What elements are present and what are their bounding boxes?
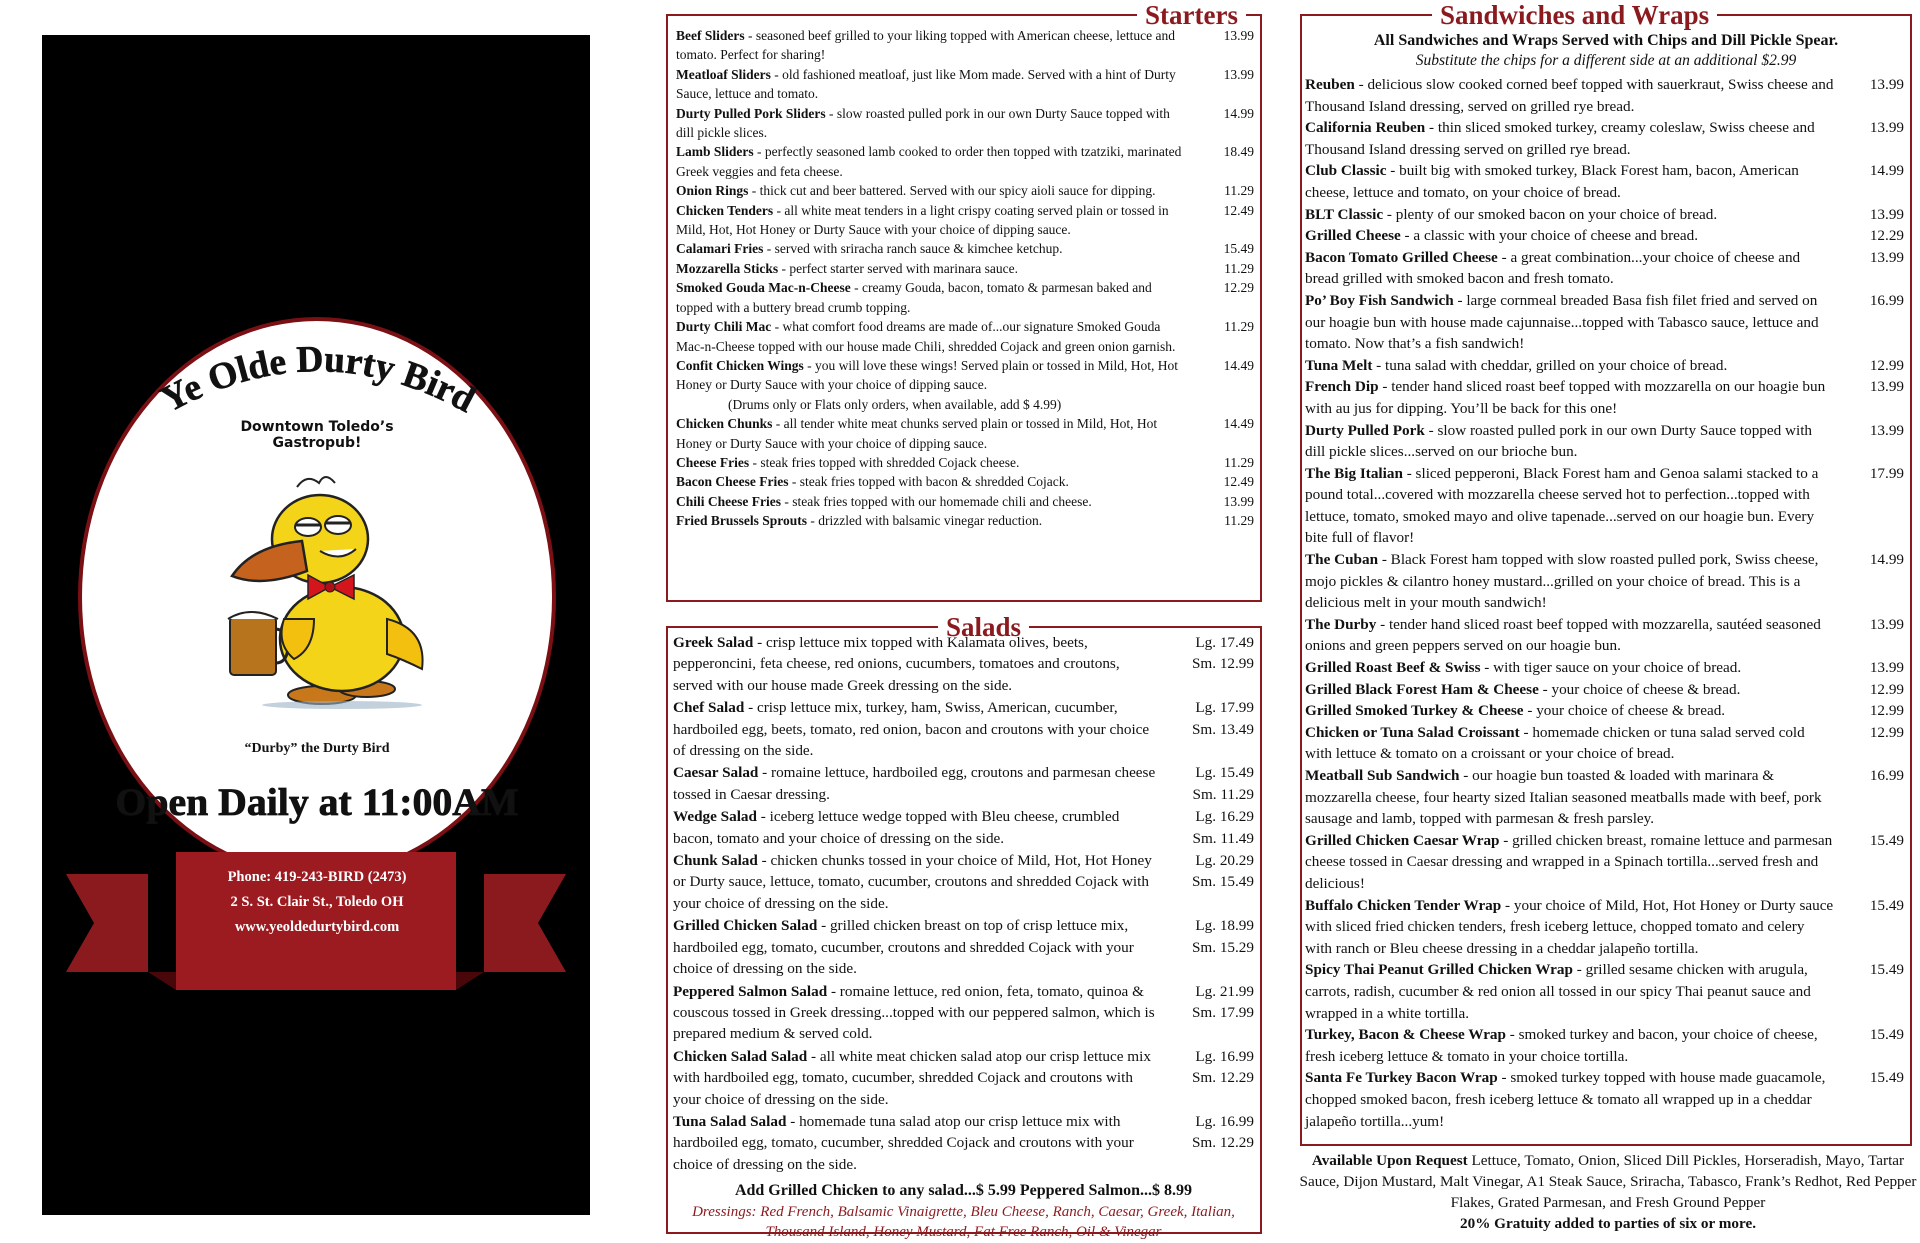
menu-item-description: - a great combination...your choice of cheese and bread grilled with smoked bacon and fresh tomato. [1305, 248, 1801, 288]
menu-item-text [1305, 1067, 1834, 1132]
price-small: Sm. 12.29 [1191, 1069, 1254, 1087]
menu-item-name: Mozzarella Sticks [676, 260, 779, 276]
menu-item-price: 11.29 [1224, 183, 1254, 199]
menu-item-text [1305, 549, 1834, 614]
brand-name: Ye Olde Durty Bird [154, 339, 482, 421]
menu-item-description: - crisp lettuce mix topped with Kalamata olives, beets, pepperoncini, feta cheese, red onions, cucumbers, tomatoes and croutons, served with our house made Greek dressing on the side. [673, 634, 1120, 694]
menu-item-price: 13.99 [1869, 205, 1904, 223]
menu-item-description: - steak fries topped with our homemade chili and cheese. [780, 493, 1092, 509]
starters-title: Starters [1137, 0, 1246, 30]
price-small: Sm. 12.99 [1191, 655, 1254, 673]
menu-item-name: Chicken or Tuna Salad Croissant [1305, 723, 1520, 741]
menu-item-description: - your choice of cheese & bread. [1523, 702, 1726, 720]
tagline [82, 419, 552, 451]
price-small: Sm. 15.29 [1191, 938, 1254, 956]
menu-item-name: Meatball Sub Sandwich [1305, 767, 1460, 784]
menu-cover [42, 35, 590, 1215]
salad-add-on-note: Add Grilled Chicken to any salad...$ 5.99 Peppered Salmon...$ 8.99 [734, 1182, 1193, 1200]
menu-item [676, 317, 1254, 356]
menu-item-description: - perfectly seasoned lamb cooked to order then topped with tzatziki, marinated Greek veggies and feta cheese. [676, 144, 1182, 179]
menu-item [673, 915, 1254, 979]
menu-item-price: 11.29 [1224, 319, 1254, 335]
menu-item-description: - thin sliced smoked turkey, creamy coleslaw, Swiss cheese and Thousand Island dressing served on grilled rye bread. [1305, 119, 1815, 158]
menu-item-price: 16.99 [1869, 767, 1904, 784]
menu-item [676, 104, 1254, 143]
menu-item-name: Peppered Salmon Salad [673, 982, 828, 1000]
price-large: Lg. 21.99 [1195, 982, 1254, 1000]
menu-item-name: Chicken Tenders [676, 202, 774, 218]
menu-item-name: California Reuben [1305, 119, 1426, 137]
menu-item-text [676, 181, 1186, 200]
price-large: Lg. 18.99 [1195, 917, 1254, 935]
menu-item-text [676, 414, 1186, 453]
salads-section [666, 612, 1262, 1240]
menu-item-text [1305, 679, 1834, 701]
menu-item [673, 632, 1254, 696]
menu-item [676, 239, 1254, 258]
sandwiches-list [1305, 74, 1904, 1132]
menu-item [1305, 225, 1904, 247]
menu-item-description: - iceberg lettuce wedge topped with Bleu cheese, crumbled bacon, tomato and your choice of dressing on the side. [673, 808, 1120, 847]
menu-item-description: - our hoagie bun toasted & loaded with marinara & mozzarella cheese, four hearty sized Italian seasoned meatballs made with beef, pork sausage and lamb, topped with parmesan & fresh parsley. [1305, 767, 1822, 828]
price-large: Lg. 17.99 [1195, 699, 1254, 717]
menu-item-description: - tender hand sliced roast beef topped with mozzarella, sautéed seasoned onions and green peppers served on our hoagie bun. [1305, 615, 1821, 655]
menu-item-name: Fried Brussels Sprouts [676, 513, 808, 529]
menu-item-name: Club Classic [1305, 162, 1387, 180]
price-large: Lg. 16.99 [1195, 1112, 1254, 1130]
sandwiches-title: Sandwiches and Wraps [1432, 0, 1717, 30]
menu-item-text [1305, 463, 1834, 549]
menu-item-name: Chicken Salad Salad [673, 1047, 808, 1065]
menu-item-text [1305, 74, 1834, 117]
menu-item-description: - perfect starter served with marinara sauce. [778, 260, 1018, 276]
menu-item [676, 492, 1254, 511]
menu-item [1305, 765, 1904, 830]
menu-item-text [676, 259, 1186, 278]
menu-item-name: Smoked Gouda Mac-n-Cheese [676, 280, 851, 296]
menu-item-name: Bacon Tomato Grilled Cheese [1305, 248, 1498, 266]
menu-item [1305, 463, 1904, 549]
menu-item [1305, 74, 1904, 117]
menu-item [673, 1046, 1254, 1110]
menu-item [1305, 895, 1904, 960]
menu-item-description: - romaine lettuce, red onion, feta, tomato, quinoa & couscous tossed in Greek dressing...topped with our peppered salmon, which is prepared medium & served cold. [673, 982, 1155, 1043]
menu-item [676, 26, 1254, 65]
menu-item-price: 17.99 [1869, 464, 1904, 482]
menu-item-price: 13.99 [1869, 119, 1904, 137]
menu-item-text [1305, 722, 1834, 765]
menu-item-name: Durty Chili Mac [676, 319, 772, 335]
price-large: Lg. 16.29 [1195, 808, 1254, 826]
price-small: Sm. 11.29 [1192, 785, 1254, 803]
menu-item-price: 13.99 [1869, 659, 1904, 677]
menu-item-name: The Cuban [1305, 551, 1379, 569]
menu-item [676, 472, 1254, 491]
menu-item-text [676, 356, 1186, 395]
menu-item-price [1162, 981, 1254, 1045]
menu-item-description: - grilled sesame chicken with arugula, carrots, radish, cucumber & red onion all tossed in our spicy Thai peanut sauce and wrapped in a white tortilla. [1305, 961, 1811, 1022]
menu-item-description: - smoked turkey and bacon, your choice of cheese, fresh iceberg lettuce & tomato in your choice tortilla. [1305, 1026, 1818, 1065]
menu-item-name: Tuna Salad Salad [673, 1112, 787, 1130]
menu-item [1305, 700, 1904, 722]
menu-item-price: 15.49 [1869, 831, 1904, 849]
menu-item-description: - tender hand sliced roast beef topped with mozzarella on our hoagie bun with au jus for dipping. You’ll be back for this one! [1305, 378, 1826, 417]
menu-item-text [1305, 830, 1834, 895]
menu-item-description: - grilled chicken breast, romaine lettuce and parmesan cheese tossed in Caesar dressing and wrapped in a Spinach tortilla...served fresh and delicious! [1305, 831, 1833, 892]
menu-item-text [676, 201, 1186, 240]
menu-item-text [673, 1111, 1162, 1175]
menu-item-text [676, 492, 1186, 511]
price-large: Lg. 16.99 [1195, 1047, 1254, 1065]
menu-item-price: 11.29 [1224, 454, 1254, 470]
menu-item-price: 15.49 [1223, 241, 1254, 257]
menu-item-name: Beef Sliders [676, 28, 745, 43]
dressings-list: Dressings: Red French, Balsamic Vinaigrette, Bleu Cheese, Ranch, Caesar, Greek, Italian, Thousand Island, Honey Mustard, Fat Free Ranch, Oil & Vinegar [692, 1203, 1235, 1240]
menu-item-price: 11.29 [1224, 513, 1254, 529]
menu-item-price [1162, 1046, 1254, 1110]
menu-item-description: - what comfort food dreams are made of...our signature Smoked Gouda Mac-n-Cheese topped with our house made Chili, shredded Cojack and green onion garnish. [676, 319, 1176, 354]
menu-item-text [673, 1046, 1162, 1110]
menu-item-name: BLT Classic [1305, 205, 1384, 223]
menu-item-text [1305, 204, 1834, 226]
menu-item-price [1162, 915, 1254, 979]
salads-list [673, 632, 1254, 1242]
menu-item-text [676, 104, 1186, 143]
menu-item-text [1305, 160, 1834, 203]
menu-item-description: - all white meat chicken salad atop our crisp lettuce mix with hardboiled egg, tomato, cucumber, shredded Cojack and croutons with your choice of dressing on the side. [673, 1047, 1151, 1108]
menu-item-price: 13.99 [1869, 76, 1904, 93]
menu-item-price: 14.49 [1223, 357, 1254, 373]
condiments-note [1296, 1150, 1920, 1213]
menu-item [676, 278, 1254, 317]
mascot-caption: “Durby” the Durty Bird [244, 741, 390, 756]
menu-item-name: Grilled Chicken Salad [673, 917, 818, 935]
menu-item-name: Bacon Cheese Fries [676, 474, 789, 490]
price-large: Lg. 15.49 [1195, 764, 1254, 782]
menu-item [676, 65, 1254, 104]
menu-item-description: - delicious slow cooked corned beef topped with sauerkraut, Swiss cheese and Thousand Island dressing, served on grilled rye bread. [1305, 76, 1834, 115]
menu-item-text [676, 278, 1186, 317]
menu-item-text [673, 697, 1162, 761]
tagline-line-1: Downtown Toledo’s [240, 419, 394, 435]
menu-item-text [673, 762, 1162, 805]
menu-item [1305, 204, 1904, 226]
menu-item [673, 697, 1254, 761]
menu-item-name: Lamb Sliders [676, 144, 754, 160]
hours-text: Open Daily at 11:00AM [115, 779, 519, 824]
menu-item-text [673, 806, 1162, 849]
menu-item-name: Santa Fe Turkey Bacon Wrap [1305, 1069, 1498, 1087]
menu-item-name: Durty Pulled Pork [1305, 421, 1425, 439]
menu-item [1305, 830, 1904, 895]
menu-item-price: 13.99 [1223, 493, 1254, 509]
menu-item-text [1305, 895, 1834, 960]
menu-item-text [1305, 1024, 1834, 1067]
menu-item-description: - slow roasted pulled pork in our own Durty Sauce topped with dill pickle slices...served on our brioche bun. [1305, 421, 1813, 461]
menu-item [673, 850, 1254, 914]
menu-item-price [1162, 1111, 1254, 1175]
menu-item-price: 12.29 [1869, 227, 1904, 245]
menu-item [1305, 722, 1904, 765]
starters-section [666, 0, 1262, 602]
menu-item-description: - tuna salad with cheddar, grilled on your choice of bread. [1372, 356, 1728, 374]
menu-item-description: - built big with smoked turkey, Black Forest ham, bacon, American cheese, lettuce and tomato, on your choice of bread. [1305, 162, 1799, 201]
menu-item-name: Meatloaf Sliders [676, 66, 771, 82]
menu-item-text [673, 981, 1162, 1045]
menu-item-price: 12.99 [1869, 680, 1904, 698]
menu-item-description: - all white meat tenders in a light crispy coating served plain or tossed in Mild, Hot, Hot Honey or Durty Sauce with your choice of dipping sauce. [676, 202, 1169, 238]
menu-item-price: 12.99 [1869, 702, 1904, 720]
menu-item-name: Confit Chicken Wings [676, 357, 804, 373]
menu-item-description: - plenty of our smoked bacon on your choice of bread. [1383, 205, 1718, 223]
menu-item [1305, 376, 1904, 419]
contact-info [187, 865, 447, 940]
menu-item [676, 511, 1254, 530]
menu-item-name: French Dip [1305, 378, 1379, 396]
menu-item-text [676, 142, 1186, 181]
menu-item-description: - chicken chunks tossed in your choice of Mild, Hot, Hot Honey or Durty sauce, lettuce, tomato, cucumber, croutons and shredded Cojack with your choice of dressing on the side. [673, 852, 1152, 912]
menu-item [676, 414, 1254, 453]
menu-item-description: - large cornmeal breaded Basa fish filet fried and served on our hoagie bun with house made cajunnaise...topped with Tabasco sauce, lettuce and tomato. Now that’s a fish sandwich! [1305, 291, 1819, 353]
menu-item-text [1305, 225, 1834, 247]
menu-item-name: Po’ Boy Fish Sandwich [1305, 291, 1454, 309]
menu-item-name: Reuben [1305, 76, 1355, 93]
menu-item-text [673, 915, 1162, 979]
menu-item-text [1305, 117, 1834, 160]
menu-item [676, 142, 1254, 181]
tagline-line-2: Gastropub! [272, 435, 362, 451]
menu-item-description: - thick cut and beer battered. Served with our spicy aioli sauce for dipping. [748, 183, 1156, 199]
menu-item [676, 259, 1254, 278]
menu-item [673, 1111, 1254, 1175]
hours-banner [82, 771, 552, 831]
menu-item-description: - slow roasted pulled pork in our own Durty Sauce topped with dill pickle slices. [676, 105, 1170, 141]
menu-item [1305, 160, 1904, 203]
menu-item-price: 12.49 [1223, 202, 1254, 218]
menu-item [676, 356, 1254, 395]
menu-item-price: 18.49 [1223, 144, 1254, 160]
menu-item-text [1305, 959, 1834, 1024]
sandwich-substitute-note: Substitute the chips for a different side at an additional $2.99 [1415, 52, 1797, 69]
menu-item-description: - crisp lettuce mix, turkey, ham, Swiss, American, cucumber, hardboiled egg, beets, tomato, red onion, bacon and croutons with your choice of dressing on the side. [673, 699, 1150, 760]
menu-item-text [1305, 765, 1834, 830]
price-small: Sm. 15.49 [1191, 873, 1254, 891]
wings-order-note: (Drums only or Flats only orders, when available, add $ 4.99) [728, 396, 1062, 412]
menu-item-description: - homemade tuna salad atop our crisp lettuce mix with hardboiled egg, tomato, cucumber, shredded Cojack and croutons with your choice of dressing on the side. [673, 1112, 1134, 1173]
menu-item-text [1305, 700, 1834, 722]
menu-item-description: - seasoned beef grilled to your liking topped with American cheese, lettuce and tomato. Perfect for sharing! [676, 28, 1175, 63]
menu-item-price: 13.99 [1223, 66, 1254, 82]
menu-item-name: Spicy Thai Peanut Grilled Chicken Wrap [1305, 961, 1573, 979]
menu-item-name: Onion Rings [676, 183, 749, 199]
menu-item-price: 14.99 [1223, 105, 1254, 121]
durby-mascot-illustration [202, 469, 437, 709]
menu-item-price [1162, 762, 1254, 805]
menu-item-name: Grilled Black Forest Ham & Cheese [1305, 680, 1539, 698]
menu-item-text [1305, 290, 1834, 355]
menu-item-description: - grilled chicken breast on top of crisp lettuce mix, hardboiled egg, tomato, cucumber, croutons and shredded Cojack with your choice of dressing on the side. [673, 917, 1134, 978]
menu-item-text [676, 65, 1186, 104]
menu-item [673, 762, 1254, 805]
menu-item-price [1162, 632, 1254, 696]
menu-item-price: 13.99 [1223, 28, 1254, 43]
menu-item [1305, 247, 1904, 290]
menu-item-name: Cheese Fries [676, 454, 750, 470]
menu-item-price: 16.99 [1869, 291, 1904, 309]
menu-item-price [1162, 806, 1254, 849]
menu-item-price: 12.29 [1223, 280, 1254, 296]
price-small: Sm. 13.49 [1191, 720, 1254, 738]
sandwiches-section [1300, 0, 1912, 1146]
menu-item [1305, 614, 1904, 657]
menu-item [673, 981, 1254, 1045]
logo-oval [78, 317, 556, 877]
menu-item-price: 12.49 [1223, 474, 1254, 490]
gratuity-note: 20% Gratuity added to parties of six or more. [1460, 1215, 1756, 1232]
menu-item [1305, 657, 1904, 679]
menu-item-price: 14.99 [1869, 162, 1904, 180]
menu-item-description: - steak fries topped with bacon & shredded Cojack. [788, 474, 1069, 490]
menu-item-text [676, 511, 1186, 530]
menu-item-text [1305, 420, 1834, 463]
price-small: Sm. 17.99 [1191, 1003, 1254, 1021]
condiments-list: Lettuce, Tomato, Onion, Sliced Dill Pickles, Horseradish, Mayo, Tartar Sauce, Dijon Mustard, Malt Vinegar, A1 Steak Sauce, Sriracha, Tabasco, Frank’s Redhot, Red Pepper Flakes, Grated Parmesan, and Fresh Ground Pepper [1299, 1152, 1917, 1211]
menu-item-price: 12.99 [1869, 723, 1904, 741]
menu-item-description: - your choice of cheese & bread. [1538, 680, 1741, 698]
menu-item-description: - a classic with your choice of cheese and bread. [1400, 227, 1699, 245]
menu-item-name: Durty Pulled Pork Sliders [676, 105, 826, 121]
menu-item-description: - served with sriracha ranch sauce & kimchee ketchup. [763, 241, 1063, 257]
menu-footer [1296, 1150, 1920, 1234]
menu-item-description: - your choice of Mild, Hot, Hot Honey or Durty sauce with sliced fried chicken tenders, fresh iceberg lettuce, chopped tomato and celery with ranch or Bleu cheese dressing in a cheddar jalapeño tortilla. [1305, 896, 1834, 957]
salads-title: Salads [938, 612, 1029, 642]
menu-item-name: Chunk Salad [673, 852, 758, 870]
menu-item [676, 201, 1254, 240]
menu-item-name: Wedge Salad [673, 808, 757, 826]
menu-item [1305, 549, 1904, 614]
price-large: Lg. 20.29 [1195, 852, 1254, 870]
menu-item-price: 14.99 [1869, 551, 1904, 569]
menu-item-text [1305, 247, 1834, 290]
menu-item-price: 15.49 [1869, 1026, 1904, 1044]
menu-item [1305, 117, 1904, 160]
menu-item-name: Calamari Fries [676, 241, 764, 257]
price-large: Lg. 17.49 [1195, 634, 1254, 651]
menu-item-price [1162, 697, 1254, 761]
starters-list [676, 26, 1254, 531]
menu-item-name: Turkey, Bacon & Cheese Wrap [1305, 1026, 1506, 1044]
menu-item [676, 181, 1254, 200]
menu-item-text [673, 850, 1162, 914]
menu-item-description: - old fashioned meatloaf, just like Mom made. Served with a hint of Durty Sauce, lettuce and tomato. [676, 66, 1176, 102]
street-address: 2 S. St. Clair St., Toledo OH [230, 894, 404, 910]
website-link[interactable]: www.yeoldedurtybird.com [234, 919, 400, 935]
menu-item-name: Grilled Smoked Turkey & Cheese [1305, 702, 1524, 720]
menu-item-description: - homemade chicken or tuna salad served cold with lettuce & tomato on a croissant or your choice of bread. [1305, 723, 1805, 763]
menu-item-name: The Big Italian [1305, 464, 1403, 482]
menu-item-name: Grilled Chicken Caesar Wrap [1305, 831, 1500, 849]
menu-item [673, 806, 1254, 849]
condiments-label: Available Upon Request [1311, 1152, 1468, 1169]
menu-item-description: - all tender white meat chunks served plain or tossed in Mild, Hot, Hot Honey or Durty Sauce with your choice of dipping sauce. [676, 416, 1158, 451]
menu-item-description: - you will love these wings! Served plain or tossed in Mild, Hot, Hot Honey or Durty Sauce with your choice of dipping sauce. [676, 357, 1179, 393]
menu-item-price: 13.99 [1869, 421, 1904, 439]
menu-item-description: - smoked turkey topped with house made guacamole, chopped smoked bacon, fresh iceberg lettuce & tomato all wrapped up in a cheddar jalapeño tortilla...yum! [1305, 1069, 1826, 1130]
menu-item [1305, 1067, 1904, 1132]
menu-item-name: Grilled Roast Beef & Swiss [1305, 659, 1481, 677]
menu-item-price [1162, 850, 1254, 914]
price-small: Sm. 12.29 [1191, 1134, 1254, 1152]
menu-item-description: - creamy Gouda, bacon, tomato & parmesan baked and topped with a buttery bread crumb topping. [676, 280, 1152, 315]
menu-item-text [1305, 376, 1834, 419]
menu-item-text [676, 26, 1186, 65]
menu-item-name: Tuna Melt [1305, 356, 1373, 374]
menu-item-description: - with tiger sauce on your choice of bread. [1480, 659, 1742, 677]
menu-item-description: - steak fries topped with shredded Cojack cheese. [749, 454, 1020, 470]
menu-item-price: 13.99 [1869, 378, 1904, 396]
menu-item [1305, 959, 1904, 1024]
menu-item-name: Greek Salad [673, 634, 754, 651]
menu-item-name: The Durby [1305, 615, 1377, 633]
menu-item-price: 15.49 [1869, 896, 1904, 914]
menu-item-price: 15.49 [1869, 961, 1904, 979]
menu-item-name: Chef Salad [673, 699, 745, 717]
menu-item [1305, 420, 1904, 463]
menu-item-text [676, 317, 1186, 356]
menu-item-text [1305, 355, 1834, 377]
menu-item-price: 13.99 [1869, 248, 1904, 266]
menu-item-name: Grilled Cheese [1305, 227, 1401, 245]
menu-item-text [1305, 614, 1834, 657]
menu-item-price: 15.49 [1869, 1069, 1904, 1087]
menu-item [676, 453, 1254, 472]
menu-item-price: 14.49 [1223, 416, 1254, 432]
menu-item-name: Caesar Salad [673, 764, 759, 782]
menu-item-description: - sliced pepperoni, Black Forest ham and Genoa salami stacked to a pound total...covered with mozzarella cheese served hot to perfection...topped with lettuce, tomato, smoked mayo and olive tapenade...served on our hoagie bun. Every bite full of flavor! [1305, 464, 1819, 547]
menu-item-price: 13.99 [1869, 615, 1904, 633]
sandwich-sides-note: All Sandwiches and Wraps Served with Chips and Dill Pickle Spear. [1373, 32, 1839, 49]
menu-item-description: - drizzled with balsamic vinegar reduction. [807, 513, 1043, 529]
phone-number[interactable]: Phone: 419-243-BIRD (2473) [227, 869, 407, 885]
menu-item-text [1305, 657, 1834, 679]
menu-item-text [676, 453, 1186, 472]
price-small: Sm. 11.49 [1192, 829, 1254, 847]
menu-item [1305, 355, 1904, 377]
menu-item [1305, 679, 1904, 701]
menu-item-description: - Black Forest ham topped with slow roasted pulled pork, Swiss cheese, mojo pickles & cilantro honey mustard...grilled on your choice of bread. This is a delicious melt in your mouth sandwich! [1305, 551, 1819, 612]
menu-item-name: Chili Cheese Fries [676, 493, 781, 509]
menu-item-name: Buffalo Chicken Tender Wrap [1305, 896, 1502, 914]
menu-item [1305, 1024, 1904, 1067]
menu-item-text [676, 472, 1186, 491]
menu-item-description: - romaine lettuce, hardboiled egg, croutons and parmesan cheese tossed in Caesar dressing. [673, 764, 1156, 803]
menu-item-text [676, 239, 1186, 258]
menu-item-price: 12.99 [1869, 356, 1904, 374]
menu-item-text [673, 632, 1162, 696]
menu-item-name: Chicken Chunks [676, 416, 773, 432]
menu-item [1305, 290, 1904, 355]
menu-item-price: 11.29 [1224, 260, 1254, 276]
